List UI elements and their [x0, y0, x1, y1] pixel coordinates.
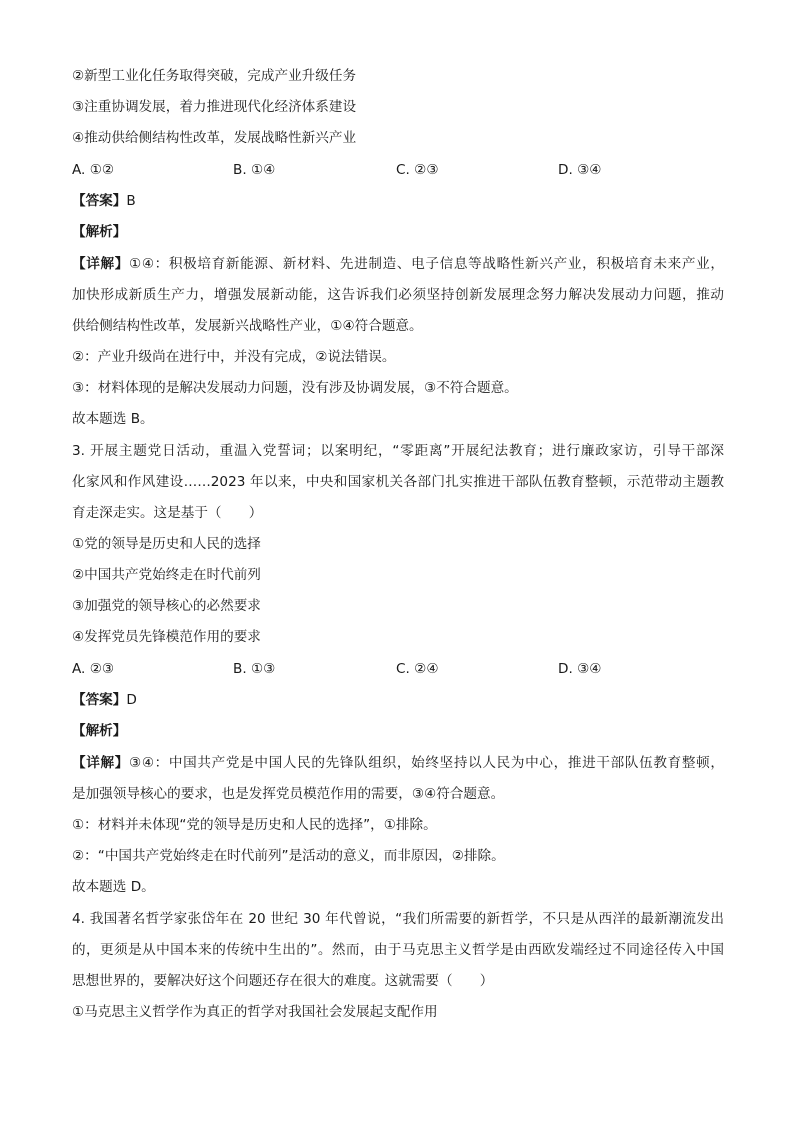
q3-stem-line2: 化家风和作风建设……2023 年以来，中央和国家机关各部门扎实推进干部队伍教育整顿，示范带动主题教 [72, 474, 724, 490]
answer-tag: 【答案】 [72, 193, 127, 209]
detail-tag: 【详解】 [72, 256, 129, 272]
q3-stem-line3: 育走深走实。这是基于（ ） [72, 505, 263, 521]
q3-statement-4: ④发挥党员先锋模范作用的要求 [72, 629, 261, 645]
q3-detail-line1: 【详解】③④：中国共产党是中国人民的先锋队组织，始终坚持以人民为中心，推进干部队伍教育整顿， [72, 755, 724, 771]
q3-analysis-tag: 【解析】 [72, 723, 127, 739]
statement-3: ③注重协调发展，着力推进现代化经济体系建设 [72, 99, 357, 115]
q2-option-d: D. ③④ [558, 162, 602, 178]
q2-detail-line5: ③：材料体现的是解决发展动力问题，没有涉及协调发展，③不符合题意。 [72, 380, 518, 396]
q3-options [72, 659, 724, 679]
answer-value: B [126, 193, 136, 209]
q3-option-c: C. ②④ [396, 661, 439, 677]
q3-statement-2: ②中国共产党始终走在时代前列 [72, 567, 261, 583]
q3-option-b: B. ①③ [233, 661, 276, 677]
q2-detail-line4: ②：产业升级尚在进行中，并没有完成，②说法错误。 [72, 349, 396, 365]
q3-stem-line1: 3. 开展主题党日活动，重温入党誓词；以案明纪，“零距离”开展纪法教育；进行廉政家访，引导干部深 [72, 443, 724, 459]
q2-conclusion: 故本题选 B。 [72, 411, 154, 427]
statement-4: ④推动供给侧结构性改革，发展战略性新兴产业 [72, 130, 357, 146]
q2-analysis-tag: 【解析】 [72, 224, 127, 240]
answer-value: D [126, 692, 137, 708]
q3-answer [72, 690, 137, 710]
answer-tag: 【答案】 [72, 692, 127, 708]
q2-option-c: C. ②③ [396, 162, 439, 178]
q2-detail-line1: 【详解】①④：积极培育新能源、新材料、先进制造、电子信息等战略性新兴产业，积极培育未来产业， [72, 256, 724, 272]
statement-2: ②新型工业化任务取得突破，完成产业升级任务 [72, 68, 357, 84]
q2-option-a: A. ①② [72, 162, 115, 178]
detail-tag: 【详解】 [72, 755, 129, 771]
q2-detail-line3: 供给侧结构性改革，发展新兴战略性产业，①④符合题意。 [72, 318, 423, 334]
q4-statement-1: ①马克思主义哲学作为真正的哲学对我国社会发展起支配作用 [72, 1004, 438, 1020]
q4-stem-line1: 4. 我国著名哲学家张岱年在 20 世纪 30 年代曾说，“我们所需要的新哲学，不只是从西洋的最新潮流发出 [72, 911, 724, 927]
q2-options [72, 160, 724, 180]
q2-detail-line2: 加快形成新质生产力，增强发展新动能，这告诉我们必须坚持创新发展理念努力解决发展动力问题，推动 [72, 287, 724, 303]
q3-statement-3: ③加强党的领导核心的必然要求 [72, 598, 261, 614]
q3-option-d: D. ③④ [558, 661, 602, 677]
q3-conclusion: 故本题选 D。 [72, 879, 155, 895]
q2-option-b: B. ①④ [233, 162, 276, 178]
q3-detail-line3: ①：材料并未体现“党的领导是历史和人民的选择”，①排除。 [72, 817, 437, 833]
q3-statement-1: ①党的领导是历史和人民的选择 [72, 536, 261, 552]
q3-detail-line2: 是加强领导核心的要求，也是发挥党员模范作用的需要，③④符合题意。 [72, 786, 505, 802]
q3-option-a: A. ②③ [72, 661, 115, 677]
q3-detail-line4: ②：“中国共产党始终走在时代前列”是活动的意义，而非原因，②排除。 [72, 848, 505, 864]
q2-answer [72, 191, 136, 211]
q4-stem-line2: 的，更须是从中国本来的传统中生出的”。然而，由于马克思主义哲学是由西欧发端经过不同途径传入中国 [72, 942, 724, 958]
q4-stem-line3: 思想世界的，要解决好这个问题还存在很大的难度。这就需要（ ） [72, 973, 494, 989]
